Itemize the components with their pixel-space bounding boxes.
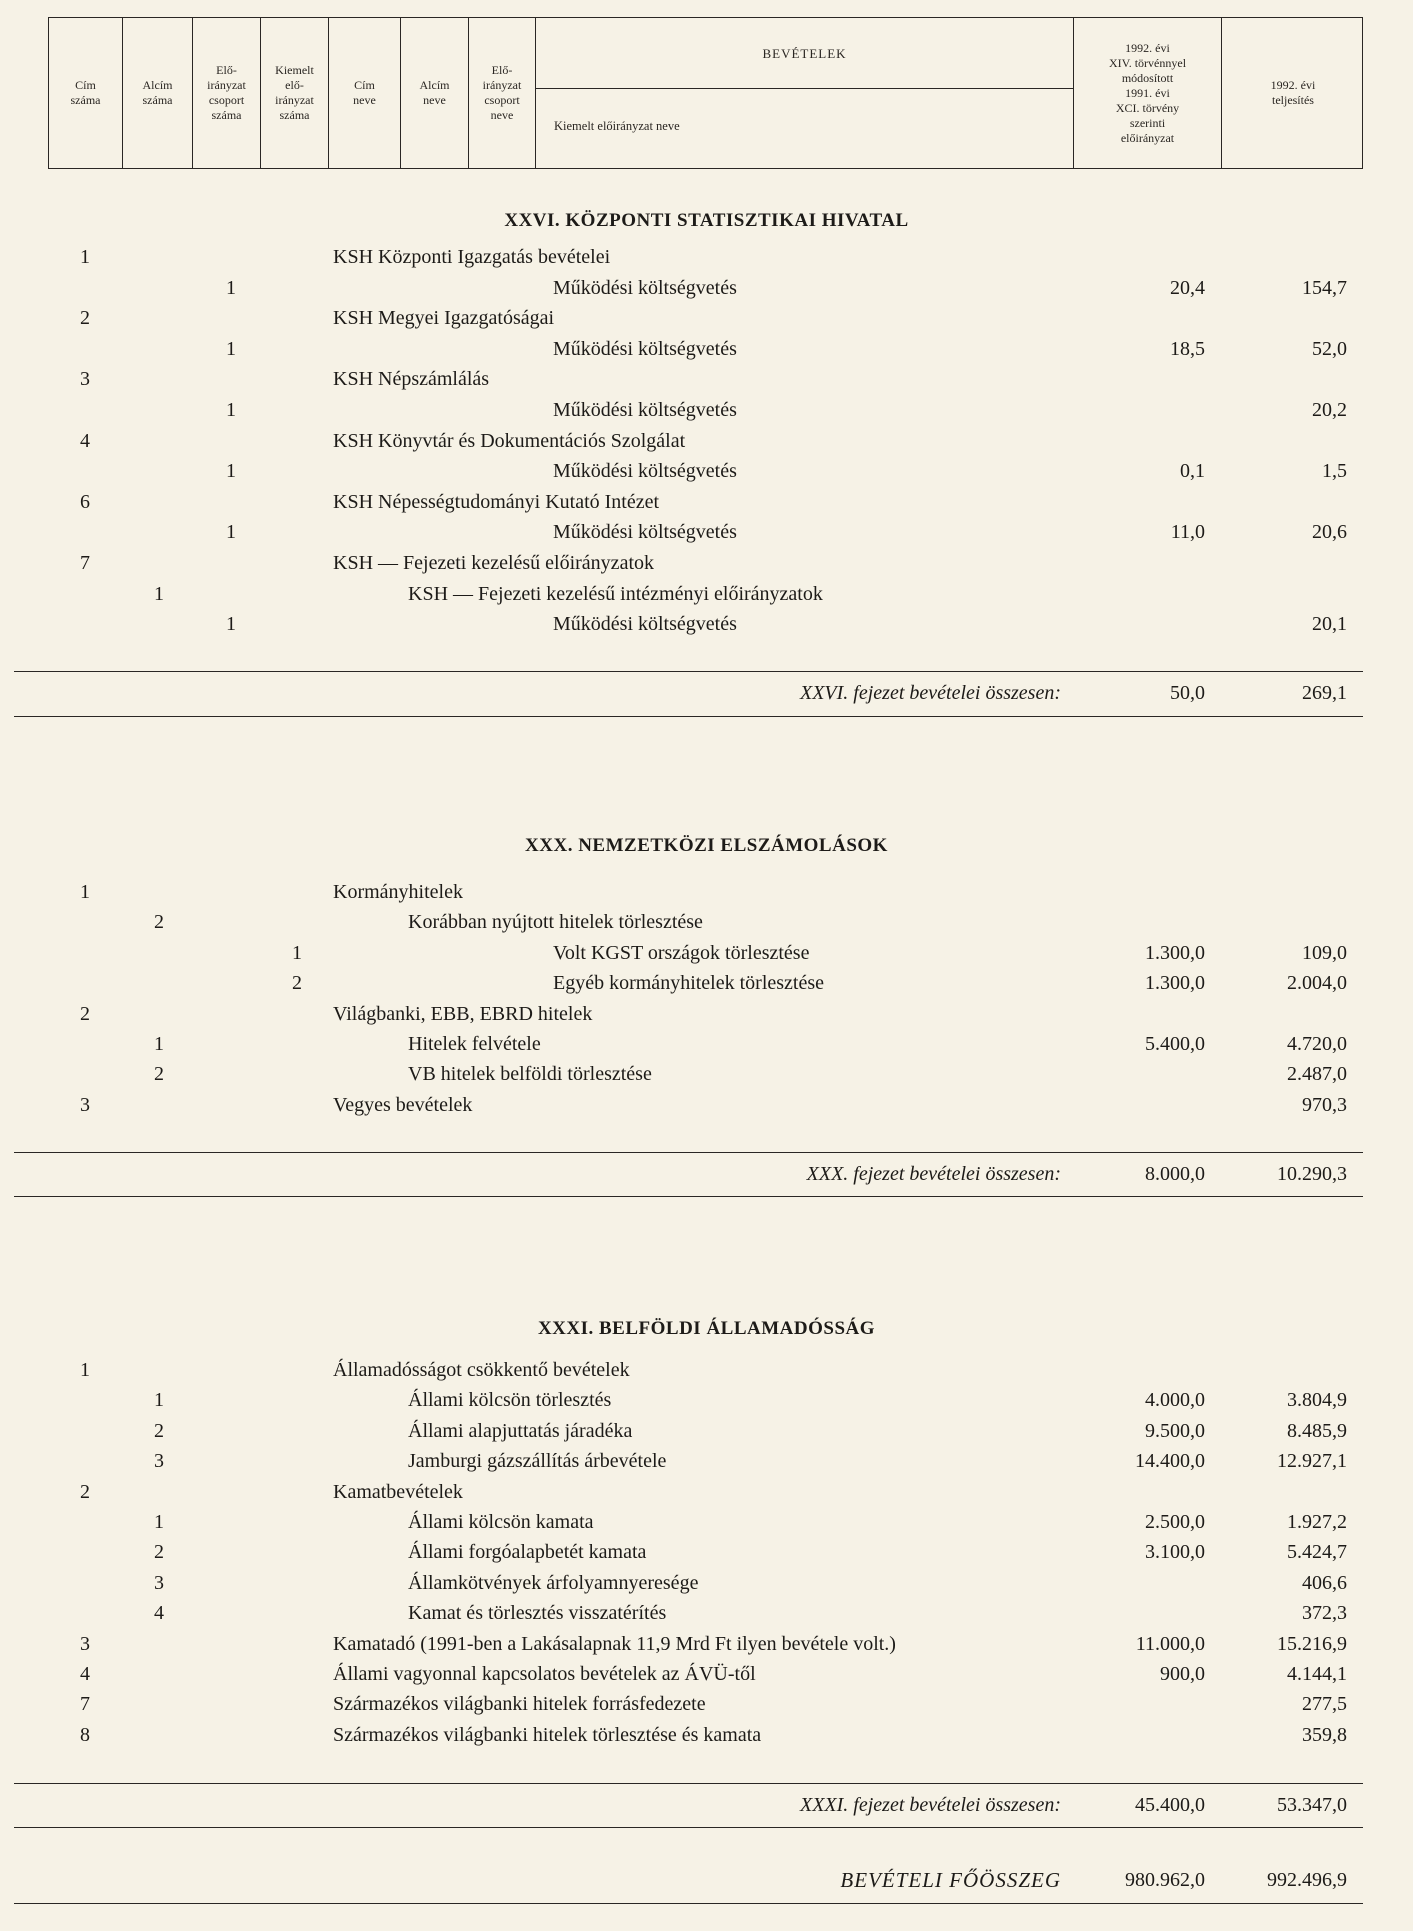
row-eloiranyzat-value: 14.400,0 bbox=[1135, 1450, 1205, 1473]
table-row bbox=[0, 303, 1413, 333]
row-teljesites-value: 970,3 bbox=[1302, 1093, 1347, 1116]
section-total-eloiranyzat: 50,0 bbox=[1170, 682, 1205, 704]
row-name: Kamat és törlesztés visszatérítés bbox=[408, 1602, 667, 1625]
row-alcim-number: 2 bbox=[154, 911, 164, 934]
row-cim-number: 3 bbox=[80, 1093, 90, 1116]
row-alcim-number: 2 bbox=[154, 1541, 164, 1564]
table-row bbox=[0, 1689, 1413, 1719]
row-cim-number: 1 bbox=[80, 246, 90, 268]
row-cim-number: 1 bbox=[80, 881, 90, 903]
row-name: Származékos világbanki hitelek forrásfedezete bbox=[333, 1693, 706, 1716]
row-eloiranyzat-value: 0,1 bbox=[1180, 460, 1205, 483]
header-kiemelt-szama-text: Kiemelt elő- irányzat száma bbox=[275, 63, 314, 122]
header-cim-szama bbox=[49, 18, 123, 168]
row-teljesites-value: 5.424,7 bbox=[1287, 1541, 1347, 1564]
row-name: Működési költségvetés bbox=[553, 276, 737, 299]
row-alcim-number: 2 bbox=[154, 1063, 164, 1086]
row-teljesites-value: 4.720,0 bbox=[1287, 1033, 1347, 1055]
header-kiemelt-neve-text: Kiemelt előirányzat neve bbox=[554, 119, 680, 133]
section-rule bbox=[14, 1196, 1363, 1197]
table-row bbox=[0, 1659, 1413, 1689]
row-name: Jamburgi gázszállítás árbevétele bbox=[408, 1450, 667, 1473]
row-name: Állami kölcsön törlesztés bbox=[408, 1389, 612, 1412]
grand-total-eloiranyzat: 980.962,0 bbox=[1125, 1869, 1205, 1891]
row-teljesites-value: 372,3 bbox=[1302, 1602, 1347, 1625]
table-row bbox=[0, 517, 1413, 547]
row-name: Állami alapjuttatás járadéka bbox=[408, 1419, 633, 1442]
row-eloiranyzat-value: 4.000,0 bbox=[1145, 1389, 1205, 1412]
section-title: XXVI. KÖZPONTI STATISZTIKAI HIVATAL bbox=[504, 210, 909, 231]
row-name: Államadósságot csökkentő bevételek bbox=[333, 1359, 630, 1381]
row-cim-number: 2 bbox=[80, 1480, 90, 1503]
row-csoport-number: 2 bbox=[292, 972, 302, 995]
row-name: Működési költségvetés bbox=[553, 521, 737, 544]
table-row bbox=[0, 1385, 1413, 1415]
section-rule bbox=[14, 1783, 1363, 1784]
section-total-eloiranyzat: 45.400,0 bbox=[1135, 1794, 1205, 1816]
row-teljesites-value: 154,7 bbox=[1302, 276, 1347, 299]
row-teljesites-value: 12.927,1 bbox=[1277, 1450, 1347, 1473]
grand-total-teljesites: 992.496,9 bbox=[1267, 1869, 1347, 1891]
row-eloiranyzat-value: 2.500,0 bbox=[1145, 1511, 1205, 1533]
table-row bbox=[0, 334, 1413, 364]
header-alcim-neve bbox=[401, 18, 469, 168]
row-teljesites-value: 8.485,9 bbox=[1287, 1419, 1347, 1442]
row-name: Államkötvények árfolyamnyeresége bbox=[408, 1571, 699, 1594]
row-teljesites-value: 52,0 bbox=[1312, 337, 1347, 360]
row-eloiranyzat-value: 900,0 bbox=[1160, 1663, 1205, 1685]
row-cim-number: 6 bbox=[80, 490, 90, 513]
row-cim-number: 7 bbox=[80, 552, 90, 574]
row-eloiranyzat-value: 18,5 bbox=[1170, 337, 1205, 360]
row-name: VB hitelek belföldi törlesztése bbox=[408, 1063, 652, 1086]
table-row bbox=[0, 1059, 1413, 1089]
row-name: Működési költségvetés bbox=[553, 613, 737, 636]
row-teljesites-value: 4.144,1 bbox=[1287, 1663, 1347, 1685]
section-total-row bbox=[0, 1787, 1413, 1823]
section-rule bbox=[14, 716, 1363, 717]
row-teljesites-value: 3.804,9 bbox=[1287, 1389, 1347, 1412]
row-name: KSH Központi Igazgatás bevételei bbox=[333, 246, 611, 268]
header-kiemelt-szama bbox=[261, 18, 329, 168]
row-cim-number: 8 bbox=[80, 1723, 90, 1746]
header-alcim-szama-text: Alcím száma bbox=[142, 78, 173, 107]
row-cim-number: 4 bbox=[80, 1663, 90, 1685]
row-name: Kamatbevételek bbox=[333, 1480, 463, 1503]
row-alcim-number: 1 bbox=[154, 1033, 164, 1055]
table-row bbox=[0, 877, 1413, 907]
table-row bbox=[0, 1090, 1413, 1120]
row-name: KSH — Fejezeti kezelésű intézményi előirányzatok bbox=[408, 582, 823, 605]
row-cim-number: 3 bbox=[80, 368, 90, 391]
table-row bbox=[0, 1537, 1413, 1567]
section-total-label: XXVI. fejezet bevételei összesen: bbox=[800, 682, 1061, 704]
header-csoport-szama-text: Elő- irányzat csoport száma bbox=[207, 63, 246, 122]
row-cim-number: 7 bbox=[80, 1693, 90, 1716]
section-total-label: XXX. fejezet bevételei összesen: bbox=[806, 1163, 1061, 1185]
row-eloiranyzat-value: 1.300,0 bbox=[1145, 941, 1205, 964]
row-name: Származékos világbanki hitelek törlesztése és kamata bbox=[333, 1723, 762, 1746]
row-alcim-number: 2 bbox=[154, 1419, 164, 1442]
row-teljesites-value: 277,5 bbox=[1302, 1693, 1347, 1716]
row-cim-number: 3 bbox=[80, 1632, 90, 1655]
header-cim-neve-text: Cím neve bbox=[353, 78, 376, 107]
row-name: Állami kölcsön kamata bbox=[408, 1511, 594, 1533]
table-row bbox=[0, 487, 1413, 517]
row-teljesites-value: 1,5 bbox=[1322, 460, 1347, 483]
row-alcim-number: 4 bbox=[154, 1602, 164, 1625]
row-name: KSH — Fejezeti kezelésű előirányzatok bbox=[333, 552, 654, 574]
row-alcim-number: 1 bbox=[226, 337, 236, 360]
header-cim-neve bbox=[329, 18, 401, 168]
grand-total-row bbox=[0, 1862, 1413, 1898]
row-alcim-number: 1 bbox=[154, 1389, 164, 1412]
section-total-teljesites: 10.290,3 bbox=[1277, 1163, 1347, 1185]
row-name: Volt KGST országok törlesztése bbox=[553, 941, 810, 964]
row-cim-number: 1 bbox=[80, 1359, 90, 1381]
row-name: Hitelek felvétele bbox=[408, 1033, 541, 1055]
table-row bbox=[0, 1477, 1413, 1507]
row-teljesites-value: 1.927,2 bbox=[1287, 1511, 1347, 1533]
table-row bbox=[0, 1629, 1413, 1659]
header-csoport-neve-text: Elő- irányzat csoport neve bbox=[482, 63, 522, 122]
table-row bbox=[0, 548, 1413, 578]
header-eloiranyzat-csoport-szama bbox=[193, 18, 261, 168]
row-name: Működési költségvetés bbox=[553, 399, 737, 421]
section-total-eloiranyzat: 8.000,0 bbox=[1145, 1163, 1205, 1185]
row-name: Kamatadó (1991-ben a Lakásalapnak 11,9 Mrd Ft ilyen bevétele volt.) bbox=[333, 1632, 896, 1655]
header-alcim-szama bbox=[123, 18, 193, 168]
table-row bbox=[0, 456, 1413, 486]
row-name: KSH Könyvtár és Dokumentációs Szolgálat bbox=[333, 429, 686, 452]
row-name: Egyéb kormányhitelek törlesztése bbox=[553, 972, 825, 995]
section-total-teljesites: 53.347,0 bbox=[1277, 1794, 1347, 1816]
row-teljesites-value: 2.487,0 bbox=[1287, 1063, 1347, 1086]
row-teljesites-value: 2.004,0 bbox=[1287, 972, 1347, 995]
section-rule bbox=[14, 1152, 1363, 1153]
header-teljesites-text: 1992. évi teljesítés bbox=[1270, 78, 1316, 107]
row-teljesites-value: 15.216,9 bbox=[1277, 1632, 1347, 1655]
row-name: KSH Megyei Igazgatóságai bbox=[333, 307, 555, 330]
header-teljesites bbox=[1222, 18, 1364, 168]
row-teljesites-value: 359,8 bbox=[1302, 1723, 1347, 1746]
header-eloiranyzat-text: 1992. évi XIV. törvénnyel módosított 1991. évi XCI. törvény szerinti előirányzat bbox=[1108, 40, 1187, 145]
row-name: Működési költségvetés bbox=[553, 460, 737, 483]
header-kiemelt-neve bbox=[536, 88, 1073, 168]
header-bevetelek bbox=[536, 18, 1074, 168]
row-name: KSH Népességtudományi Kutató Intézet bbox=[333, 490, 660, 513]
row-csoport-number: 1 bbox=[292, 941, 302, 964]
row-teljesites-value: 406,6 bbox=[1302, 1571, 1347, 1594]
row-name: Vegyes bevételek bbox=[333, 1093, 473, 1116]
header-bevetelek-title: BEVÉTELEK bbox=[536, 18, 1073, 89]
section-rule bbox=[14, 671, 1363, 672]
table-row bbox=[0, 999, 1413, 1029]
row-eloiranyzat-value: 9.500,0 bbox=[1145, 1419, 1205, 1442]
table-row bbox=[0, 609, 1413, 639]
row-alcim-number: 3 bbox=[154, 1571, 164, 1594]
row-name: Működési költségvetés bbox=[553, 337, 737, 360]
row-alcim-number: 1 bbox=[226, 399, 236, 421]
table-row bbox=[0, 1598, 1413, 1628]
column-header-table bbox=[48, 17, 1363, 169]
table-row bbox=[0, 1355, 1413, 1385]
row-eloiranyzat-value: 11,0 bbox=[1170, 521, 1205, 544]
row-cim-number: 4 bbox=[80, 429, 90, 452]
row-alcim-number: 1 bbox=[154, 582, 164, 605]
row-name: Kormányhitelek bbox=[333, 881, 463, 903]
row-name: Állami forgóalapbetét kamata bbox=[408, 1541, 647, 1564]
table-row bbox=[0, 579, 1413, 609]
table-row bbox=[0, 273, 1413, 303]
row-name: Világbanki, EBB, EBRD hitelek bbox=[333, 1002, 593, 1025]
header-csoport-neve bbox=[469, 18, 536, 168]
grand-total-rule bbox=[14, 1903, 1363, 1904]
row-cim-number: 2 bbox=[80, 307, 90, 330]
row-name: KSH Népszámlálás bbox=[333, 368, 490, 391]
grand-total-label: BEVÉTELI FŐÖSSZEG bbox=[840, 1868, 1061, 1892]
section-total-teljesites: 269,1 bbox=[1302, 682, 1347, 704]
row-alcim-number: 1 bbox=[226, 521, 236, 544]
row-alcim-number: 1 bbox=[154, 1511, 164, 1533]
row-alcim-number: 1 bbox=[226, 276, 236, 299]
section-total-row bbox=[0, 1156, 1413, 1192]
section-total-label: XXXI. fejezet bevételei összesen: bbox=[800, 1794, 1061, 1816]
header-alcim-neve-text: Alcím neve bbox=[419, 78, 450, 107]
table-row bbox=[0, 968, 1413, 998]
row-alcim-number: 3 bbox=[154, 1450, 164, 1473]
row-name: Állami vagyonnal kapcsolatos bevételek az ÁVÜ-től bbox=[333, 1663, 756, 1685]
row-cim-number: 2 bbox=[80, 1002, 90, 1025]
row-alcim-number: 1 bbox=[226, 613, 236, 636]
row-name: Korábban nyújtott hitelek törlesztése bbox=[408, 911, 703, 934]
table-row bbox=[0, 395, 1413, 425]
row-teljesites-value: 20,6 bbox=[1312, 521, 1347, 544]
table-row bbox=[0, 242, 1413, 272]
section-title: XXXI. BELFÖLDI ÁLLAMADÓSSÁG bbox=[537, 1318, 876, 1339]
table-row bbox=[0, 1416, 1413, 1446]
row-eloiranyzat-value: 20,4 bbox=[1170, 276, 1205, 299]
section-total-row bbox=[0, 675, 1413, 711]
row-teljesites-value: 109,0 bbox=[1302, 941, 1347, 964]
row-eloiranyzat-value: 5.400,0 bbox=[1145, 1033, 1205, 1055]
header-cim-szama-text: Cím száma bbox=[70, 78, 101, 107]
row-eloiranyzat-value: 11.000,0 bbox=[1135, 1632, 1205, 1655]
row-teljesites-value: 20,1 bbox=[1312, 613, 1347, 636]
section-rule bbox=[14, 1827, 1363, 1828]
table-row bbox=[0, 1720, 1413, 1750]
table-row bbox=[0, 1029, 1413, 1059]
table-row bbox=[0, 364, 1413, 394]
header-eloiranyzat bbox=[1074, 18, 1222, 168]
table-row bbox=[0, 938, 1413, 968]
table-row bbox=[0, 1446, 1413, 1476]
table-row bbox=[0, 907, 1413, 937]
row-eloiranyzat-value: 1.300,0 bbox=[1145, 972, 1205, 995]
row-alcim-number: 1 bbox=[226, 460, 236, 483]
table-row bbox=[0, 426, 1413, 456]
table-row bbox=[0, 1568, 1413, 1598]
table-row bbox=[0, 1507, 1413, 1537]
row-teljesites-value: 20,2 bbox=[1312, 399, 1347, 421]
section-title: XXX. NEMZETKÖZI ELSZÁMOLÁSOK bbox=[525, 835, 888, 856]
row-eloiranyzat-value: 3.100,0 bbox=[1145, 1541, 1205, 1564]
